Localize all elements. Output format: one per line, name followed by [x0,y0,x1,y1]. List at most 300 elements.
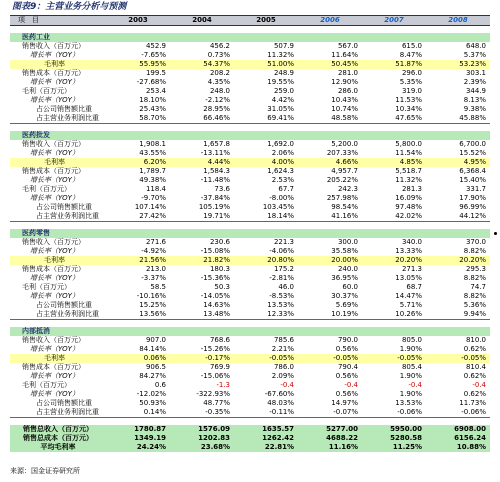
section-band-cell [106,131,170,140]
value-cell: 1.90% [399,345,422,353]
value-cell: -0.07% [298,408,362,418]
section-band-cell [234,327,298,336]
row-label: 增长率（YOY） [30,274,79,282]
value-cell: 1,584.3 [203,167,230,175]
value-cell: 9.38% [463,105,486,113]
section-title: 医药工业 [10,33,106,42]
spacer-cell [298,418,362,426]
value-cell: 15.40% [459,176,486,184]
value-cell: 8.82% [463,247,486,255]
value-cell: 18.14% [234,212,298,222]
value-cell: 1,908.1 [139,140,166,148]
value-cell: -11.48% [200,176,230,184]
section-band-cell [170,327,234,336]
total-value-cell: 22.81% [234,443,298,452]
section-band-cell [362,327,426,336]
value-cell: -4.92% [141,247,166,255]
table-row [10,408,490,418]
spacer-cell [362,418,426,426]
value-cell: 48.03% [267,399,294,407]
row-label: 销售收入（百万元） [22,238,85,246]
value-cell: 271.3 [401,265,422,273]
value-cell: 60.0 [342,283,358,291]
value-cell: 0.6 [154,381,166,389]
value-cell: 13.33% [395,247,422,255]
section-band-cell [362,33,426,42]
table-row [10,114,490,124]
total-label: 销售总成本（百万元） [10,434,106,443]
value-cell: 28.95% [203,105,230,113]
value-cell: 43.55% [139,149,166,157]
row-label: 毛利（百万元） [22,87,71,95]
value-cell: 370.0 [465,238,486,246]
value-cell: 303.1 [465,69,486,77]
value-cell: -15.36% [200,274,230,282]
section-band-cell [298,327,362,336]
spacer-cell [234,124,298,132]
value-cell: 5,800.0 [395,140,422,148]
value-cell: 11.32% [267,51,294,59]
table-row [10,247,490,256]
value-cell: 205.22% [326,176,358,184]
value-cell: 20.80% [234,256,298,265]
value-cell: -15.08% [200,247,230,255]
value-cell: 21.56% [106,256,170,265]
value-cell: -0.06% [426,408,490,418]
section-band-cell [298,33,362,42]
value-cell: 58.70% [106,114,170,124]
value-cell: 4.00% [234,158,298,167]
spacer-cell [234,222,298,230]
value-cell: 6,700.0 [459,140,486,148]
value-cell: 790.0 [337,336,358,344]
value-cell: 74.7 [470,283,486,291]
value-cell: 13.53% [395,399,422,407]
value-cell: 50.45% [298,60,362,69]
value-cell: 8.82% [463,292,486,300]
value-cell: 1,789.7 [139,167,166,175]
section-band-cell [426,131,490,140]
row-label: 毛利（百万元） [22,381,71,389]
table-body [10,26,490,453]
spacer-cell [170,320,234,328]
table-row [10,336,490,345]
spacer-cell [10,222,106,230]
value-cell: -0.4 [280,381,294,389]
value-cell: -4.06% [269,247,294,255]
table-row [10,292,490,301]
value-cell: 0.62% [463,345,486,353]
table-row [10,87,490,96]
total-value-cell: 6908.00 [426,425,490,434]
value-cell: 4,957.7 [331,167,358,175]
value-cell: -15.06% [200,372,230,380]
value-cell: 44.12% [426,212,490,222]
value-cell: 2.06% [271,149,294,157]
value-cell: 50.93% [139,399,166,407]
value-cell: 615.0 [401,42,422,50]
total-value-cell: 5277.00 [298,425,362,434]
value-cell: 20.20% [426,256,490,265]
value-cell: 4.85% [362,158,426,167]
row-label: 销售成本（百万元） [22,265,85,273]
value-cell: 69.41% [234,114,298,124]
row-label: 增长率（YOY） [30,292,79,300]
table-row [10,283,490,292]
value-cell: 35.58% [331,247,358,255]
section-band-cell [106,229,170,238]
spacer-cell [298,320,362,328]
value-cell: 8.13% [463,96,486,104]
value-cell: 14.97% [331,399,358,407]
value-cell: 8.82% [463,274,486,282]
value-cell: 253.4 [145,87,166,95]
total-row [10,425,490,434]
value-cell: -12.02% [136,390,166,398]
value-cell: 2.39% [463,78,486,86]
section-band-cell [234,229,298,238]
value-cell: 0.14% [106,408,170,418]
value-cell: 4.44% [170,158,234,167]
value-cell: 9.94% [426,310,490,320]
value-cell: 271.6 [145,238,166,246]
value-cell: 0.56% [335,372,358,380]
total-value-cell: 11.25% [362,443,426,452]
value-cell: 0.06% [106,354,170,363]
value-cell: -27.68% [136,78,166,86]
value-cell: 84.14% [139,345,166,353]
value-cell: 2.53% [271,176,294,184]
value-cell: 10.74% [331,105,358,113]
value-cell: -0.4 [408,381,422,389]
spacer-cell [426,320,490,328]
value-cell: 15.25% [139,301,166,309]
value-cell: 248.0 [209,87,230,95]
value-cell: -0.05% [234,354,298,363]
value-cell: 295.3 [465,265,486,273]
row-label: 销售收入（百万元） [22,42,85,50]
value-cell: 4.42% [271,96,294,104]
row-label: 销售收入（百万元） [22,336,85,344]
value-cell: 0.73% [207,51,230,59]
value-cell: 4.95% [426,158,490,167]
spacer-cell [10,124,106,132]
spacer-cell [10,26,106,34]
value-cell: -0.05% [298,354,362,363]
value-cell: 45.88% [426,114,490,124]
total-value-cell: 5280.58 [362,434,426,443]
row-label: 增长率（YOY） [30,247,79,255]
value-cell: 47.65% [362,114,426,124]
table-row [10,140,490,149]
value-cell: 19.55% [267,78,294,86]
total-label: 平均毛利率 [10,443,106,452]
section-band-cell [170,229,234,238]
row-label: 增长率（YOY） [30,372,79,380]
header-year: 2008 [426,16,490,26]
table-row [10,96,490,105]
value-cell: 11.64% [331,51,358,59]
section-header-row [10,33,490,42]
total-value-cell: 23.68% [170,443,234,452]
row-label: 占主营业务利润比重 [10,310,106,320]
row-label: 增长率（YOY） [30,149,79,157]
value-cell: 5.35% [399,78,422,86]
value-cell: 452.9 [145,42,166,50]
value-cell: 0.56% [335,345,358,353]
spacer-cell [234,26,298,34]
table-row [10,42,490,51]
table-row [10,167,490,176]
table-row [10,310,490,320]
spacer-cell [106,320,170,328]
value-cell: 13.53% [267,301,294,309]
value-cell: 67.7 [278,185,294,193]
value-cell: 331.7 [465,185,486,193]
header-year: 2005 [234,16,298,26]
total-value-cell: 1262.42 [234,434,298,443]
total-value-cell: 1780.87 [106,425,170,434]
total-value-cell: 1202.83 [170,434,234,443]
table-row [10,78,490,87]
value-cell: -67.60% [264,390,294,398]
value-cell: 6.20% [106,158,170,167]
section-band-cell [426,327,490,336]
value-cell: -8.00% [269,194,294,202]
total-value-cell: 24.24% [106,443,170,452]
value-cell: -14.05% [200,292,230,300]
section-band-cell [234,131,298,140]
value-cell: 0.62% [463,390,486,398]
value-cell: 1,692.0 [267,140,294,148]
value-cell: 213.0 [145,265,166,273]
value-cell: 5,518.7 [395,167,422,175]
value-cell: 11.54% [395,149,422,157]
row-label: 毛利（百万元） [22,185,71,193]
value-cell: 6,368.4 [459,167,486,175]
source-note: 来源：国金证券研究所 [10,467,80,475]
figure-title: 图表9：主营业务分析与预测 [12,2,127,12]
value-cell: 10.34% [395,105,422,113]
value-cell: 13.48% [170,310,234,320]
value-cell: 118.4 [145,185,166,193]
spacer-cell [426,26,490,34]
value-cell: 319.0 [401,87,422,95]
value-cell: 1,657.8 [203,140,230,148]
value-cell: -8.53% [269,292,294,300]
section-band-cell [106,327,170,336]
value-cell: 805.4 [401,363,422,371]
total-value-cell: 5950.00 [362,425,426,434]
value-cell: 242.3 [337,185,358,193]
section-header-row [10,229,490,238]
total-value-cell: 6156.24 [426,434,490,443]
value-cell: 10.19% [298,310,362,320]
row-label: 增长率（YOY） [30,194,79,202]
spacer-cell [362,320,426,328]
spacer-cell [362,26,426,34]
row-label: 占公司销售额比重 [36,203,92,211]
value-cell: 259.0 [273,87,294,95]
forecast-table [10,15,490,452]
value-cell: 42.02% [362,212,426,222]
table-row [10,381,490,390]
value-cell: 19.71% [170,212,234,222]
row-label: 毛利（百万元） [22,283,71,291]
value-cell: 13.05% [395,274,422,282]
spacer-cell [426,124,490,132]
value-cell: 107.14% [134,203,166,211]
row-label: 占公司销售额比重 [36,301,92,309]
value-cell: 10.43% [331,96,358,104]
spacer-cell [298,222,362,230]
value-cell: 55.95% [106,60,170,69]
value-cell: 31.05% [267,105,294,113]
value-cell: 20.20% [362,256,426,265]
value-cell: 5,200.0 [331,140,358,148]
row-label: 增长率（YOY） [30,51,79,59]
value-cell: 36.95% [331,274,358,282]
spacer-cell [298,26,362,34]
value-cell: 344.9 [465,87,486,95]
value-cell: 8.47% [399,51,422,59]
value-cell: 180.3 [209,265,230,273]
value-cell: -7.65% [141,51,166,59]
row-label: 占公司销售额比重 [36,399,92,407]
spacer-cell [362,222,426,230]
spacer-row [10,418,490,426]
value-cell: 15.52% [459,149,486,157]
value-cell: -0.4 [472,381,486,389]
header-year: 2006 [298,16,362,26]
spacer-cell [10,320,106,328]
total-row [10,434,490,443]
spacer-cell [106,222,170,230]
section-band-cell [234,33,298,42]
row-label: 增长率（YOY） [30,78,79,86]
table-row [10,149,490,158]
value-cell: 73.6 [214,185,230,193]
value-cell: 11.32% [395,176,422,184]
value-cell: -322.93% [196,390,230,398]
value-cell: 1,624.3 [267,167,294,175]
section-header-row [10,327,490,336]
spacer-cell [298,124,362,132]
spacer-cell [106,26,170,34]
row-label: 毛利率 [10,60,106,69]
value-cell: 240.0 [337,265,358,273]
value-cell: 12.90% [331,78,358,86]
value-cell: 13.56% [106,310,170,320]
spacer-cell [426,222,490,230]
value-cell: 12.33% [234,310,298,320]
section-band-cell [426,229,490,238]
value-cell: -2.12% [205,96,230,104]
value-cell: 66.46% [170,114,234,124]
total-value-cell: 4688.22 [298,434,362,443]
table-row [10,238,490,247]
table-row [10,69,490,78]
margin-dot [494,232,497,235]
table-row [10,265,490,274]
value-cell: 810.4 [465,363,486,371]
header-row [10,16,490,26]
section-title: 医药零售 [10,229,106,238]
value-cell: 5.71% [399,301,422,309]
table-row [10,105,490,114]
spacer-cell [170,26,234,34]
value-cell: 230.6 [209,238,230,246]
value-cell: 281.3 [401,185,422,193]
value-cell: 18.10% [139,96,166,104]
value-cell: -37.84% [200,194,230,202]
value-cell: 648.0 [465,42,486,50]
spacer-cell [170,418,234,426]
value-cell: 257.98% [326,194,358,202]
value-cell: 14.63% [203,301,230,309]
value-cell: 48.58% [298,114,362,124]
spacer-cell [362,124,426,132]
value-cell: -0.35% [170,408,234,418]
value-cell: 5.69% [335,301,358,309]
value-cell: 507.9 [273,42,294,50]
value-cell: -0.05% [362,354,426,363]
table-row [10,390,490,399]
value-cell: 175.2 [273,265,294,273]
value-cell: 2.21% [271,345,294,353]
section-band-cell [106,33,170,42]
value-cell: 58.5 [150,283,166,291]
value-cell: 49.38% [139,176,166,184]
value-cell: 17.90% [459,194,486,202]
value-cell: 300.0 [337,238,358,246]
header-item: 项 目 [10,16,106,26]
spacer-cell [10,418,106,426]
value-cell: -10.16% [136,292,166,300]
value-cell: 199.5 [145,69,166,77]
spacer-cell [234,418,298,426]
value-cell: 786.0 [273,363,294,371]
row-label: 毛利率 [10,354,106,363]
value-cell: 5.37% [463,51,486,59]
table-row [10,345,490,354]
value-cell: 208.2 [209,69,230,77]
spacer-row [10,320,490,328]
spacer-cell [170,124,234,132]
value-cell: 0.56% [335,390,358,398]
value-cell: 46.0 [278,283,294,291]
table-row [10,372,490,381]
value-cell: -0.06% [362,408,426,418]
value-cell: 340.0 [401,238,422,246]
value-cell: 105.19% [198,203,230,211]
value-cell: -15.26% [200,345,230,353]
spacer-cell [426,418,490,426]
table-row [10,363,490,372]
section-band-cell [362,229,426,238]
value-cell: -0.4 [344,381,358,389]
value-cell: -1.3 [216,381,230,389]
header-year: 2004 [170,16,234,26]
table-row [10,354,490,363]
value-cell: 286.0 [337,87,358,95]
value-cell: 51.87% [362,60,426,69]
spacer-cell [106,418,170,426]
value-cell: 10.26% [362,310,426,320]
value-cell: 805.0 [401,336,422,344]
value-cell: -0.05% [426,354,490,363]
value-cell: 84.27% [139,372,166,380]
